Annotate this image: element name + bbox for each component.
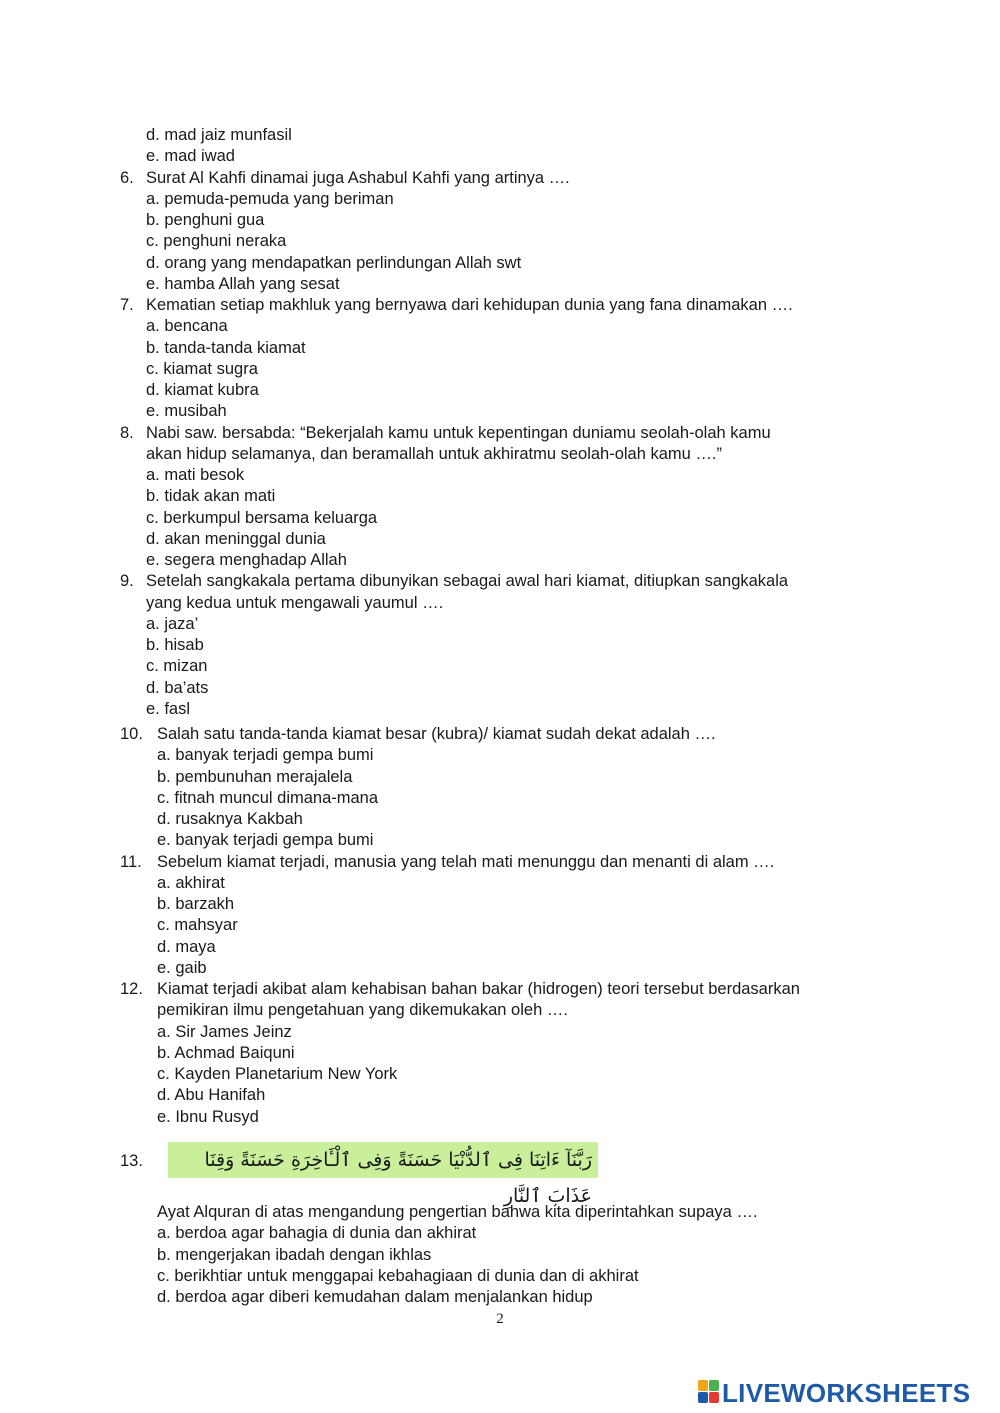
option-text: c. Kayden Planetarium New York: [157, 1065, 398, 1083]
answer-option: [0, 444, 1000, 465]
answer-option: [0, 1022, 1000, 1043]
answer-option: [0, 1085, 1000, 1106]
option-text: akan hidup selamanya, dan beramallah untuk akhiratmu seolah-olah kamu ….”: [146, 444, 722, 463]
question-13-number: 13.: [120, 1152, 143, 1170]
answer-option: [0, 873, 1000, 894]
answer-option: d. berdoa agar diberi kemudahan dalam menjalankan hidup: [157, 1288, 593, 1306]
option-text: c. penghuni neraka: [146, 232, 287, 251]
question-number: 12.: [120, 980, 143, 998]
page-number: 2: [496, 1311, 504, 1327]
arabic-verse-highlight: [168, 1142, 598, 1207]
option-text: d. Abu Hanifah: [157, 1086, 266, 1105]
answer-option: [0, 699, 1000, 720]
answer-option: a. berdoa agar bahagia di dunia dan akhirat: [157, 1224, 477, 1243]
option-text: e. fasl: [146, 699, 191, 718]
answer-option: [0, 894, 1000, 915]
answer-option: [0, 830, 1000, 851]
option-text: a. pemuda-pemuda yang beriman: [146, 189, 394, 208]
answer-option: [0, 1000, 1000, 1021]
question-stem: [0, 571, 1000, 592]
answer-option: [0, 788, 1000, 809]
option-text: d. orang yang mendapatkan perlindungan Allah swt: [146, 253, 522, 272]
option-text: pemikiran ilmu pengetahuan yang dikemukakan oleh ….: [157, 1001, 568, 1020]
answer-option: [0, 231, 1000, 252]
answer-option: [0, 316, 1000, 337]
option-text: d. kiamat kubra: [146, 381, 259, 399]
question-number: 8.: [120, 423, 134, 442]
answer-option: [0, 915, 1000, 936]
answer-option: [0, 550, 1000, 571]
answer-option: [0, 146, 1000, 167]
answer-option: [0, 635, 1000, 656]
answer-option: b. mengerjakan ibadah dengan ikhlas: [157, 1245, 432, 1264]
answer-option: [0, 210, 1000, 231]
option-text: d. maya: [157, 937, 216, 956]
question-stem: [0, 168, 1000, 189]
question-text: Kiamat terjadi akibat alam kehabisan bahan bakar (hidrogen) teori tersebut berdasarkan: [157, 980, 800, 998]
option-text: d. rusaknya Kakbah: [157, 810, 303, 828]
option-text: b. pembunuhan merajalela: [157, 767, 353, 786]
arabic-verse-text: رَبَّنَآ ءَاتِنَا فِى ٱلدُّنْيَا حَسَنَةً وَفِى ٱلْـَٔاخِرَةِ حَسَنَةً وَقِنَا عَذَابَ ٱلنَّارِ: [204, 1149, 592, 1207]
liveworksheets-icon: [698, 1380, 720, 1404]
liveworksheets-logo[interactable]: [698, 1378, 994, 1408]
answer-option: [0, 338, 1000, 359]
question-number: 11.: [120, 852, 142, 871]
option-text: e. banyak terjadi gempa bumi: [157, 831, 374, 850]
liveworksheets-wordmark: LIVEWORKSHEETS: [722, 1378, 971, 1408]
option-text: a. Sir James Jeinz: [157, 1022, 292, 1041]
answer-option: [0, 486, 1000, 507]
answer-option: [0, 1107, 1000, 1128]
option-text: a. banyak terjadi gempa bumi: [157, 746, 374, 765]
option-text: b. tidak akan mati: [146, 487, 276, 506]
question-text: Ayat Alquran di atas mengandung pengertian bahwa kita diperintahkan supaya ….: [157, 1203, 758, 1221]
answer-option: [0, 614, 1000, 635]
option-text: a. jaza’: [146, 614, 199, 633]
option-text: c. fitnah muncul dimana-mana: [157, 788, 379, 807]
option-text: yang kedua untuk mengawali yaumul ….: [146, 593, 444, 612]
answer-option: [0, 767, 1000, 788]
answer-option: [0, 529, 1000, 550]
answer-option: [0, 359, 1000, 380]
option-text: c. kiamat sugra: [146, 359, 258, 378]
answer-option: [0, 253, 1000, 274]
option-text: b. Achmad Baiquni: [157, 1043, 295, 1062]
question-number: 10.: [120, 725, 143, 743]
question-stem: [0, 724, 1000, 745]
option-text: e. mad iwad: [146, 147, 235, 166]
answer-option: [0, 508, 1000, 529]
question-number: 6.: [120, 168, 134, 187]
answer-option: [0, 656, 1000, 677]
answer-option: [0, 958, 1000, 979]
answer-option: [0, 937, 1000, 958]
question-stem: [0, 979, 1000, 1000]
option-text: c. mahsyar: [157, 916, 238, 935]
question-text: Nabi saw. bersabda: “Bekerjalah kamu untuk kepentingan duniamu seolah-olah kamu: [146, 423, 771, 442]
answer-option: [0, 380, 1000, 401]
option-text: c. mizan: [146, 657, 208, 676]
option-text: a. mati besok: [146, 466, 245, 484]
answer-option: [0, 809, 1000, 830]
answer-option: [0, 401, 1000, 422]
option-text: c. berkumpul bersama keluarga: [146, 508, 378, 527]
option-text: d. ba’ats: [146, 678, 209, 697]
question-list: [0, 125, 1000, 1128]
answer-option: [0, 274, 1000, 295]
answer-option: [0, 678, 1000, 699]
question-text: Setelah sangkakala pertama dibunyikan sebagai awal hari kiamat, ditiupkan sangkakala: [146, 572, 789, 591]
option-text: a. bencana: [146, 317, 228, 336]
option-text: d. akan meninggal dunia: [146, 529, 326, 548]
answer-option: [0, 745, 1000, 766]
option-text: d. mad jaiz munfasil: [146, 126, 292, 144]
option-text: e. gaib: [157, 958, 207, 977]
option-text: e. hamba Allah yang sesat: [146, 274, 340, 293]
question-text: Surat Al Kahfi dinamai juga Ashabul Kahfi yang artinya ….: [146, 168, 570, 187]
question-number: 7.: [120, 296, 134, 314]
answer-option: [0, 189, 1000, 210]
option-text: b. barzakh: [157, 895, 235, 913]
answer-option: c. berikhtiar untuk menggapai kebahagiaan di dunia dan di akhirat: [157, 1266, 639, 1285]
question-stem: [0, 295, 1000, 316]
question-text: Salah satu tanda-tanda kiamat besar (kubra)/ kiamat sudah dekat adalah ….: [157, 725, 716, 743]
answer-option: [0, 593, 1000, 614]
answer-option: [0, 1064, 1000, 1085]
option-text: e. musibah: [146, 402, 227, 421]
answer-option: [0, 1043, 1000, 1064]
question-number: 9.: [120, 572, 134, 591]
answer-option: [0, 125, 1000, 146]
question-stem: [0, 852, 1000, 873]
question-text: Sebelum kiamat terjadi, manusia yang telah mati menunggu dan menanti di alam ….: [157, 852, 775, 871]
option-text: b. hisab: [146, 636, 204, 654]
answer-option: [0, 465, 1000, 486]
option-text: e. segera menghadap Allah: [146, 551, 347, 569]
option-text: b. penghuni gua: [146, 211, 265, 229]
option-text: a. akhirat: [157, 873, 225, 892]
option-text: b. tanda-tanda kiamat: [146, 338, 306, 357]
option-text: e. Ibnu Rusyd: [157, 1107, 259, 1126]
question-stem: [0, 423, 1000, 444]
question-text: Kematian setiap makhluk yang bernyawa dari kehidupan dunia yang fana dinamakan ….: [146, 296, 793, 314]
